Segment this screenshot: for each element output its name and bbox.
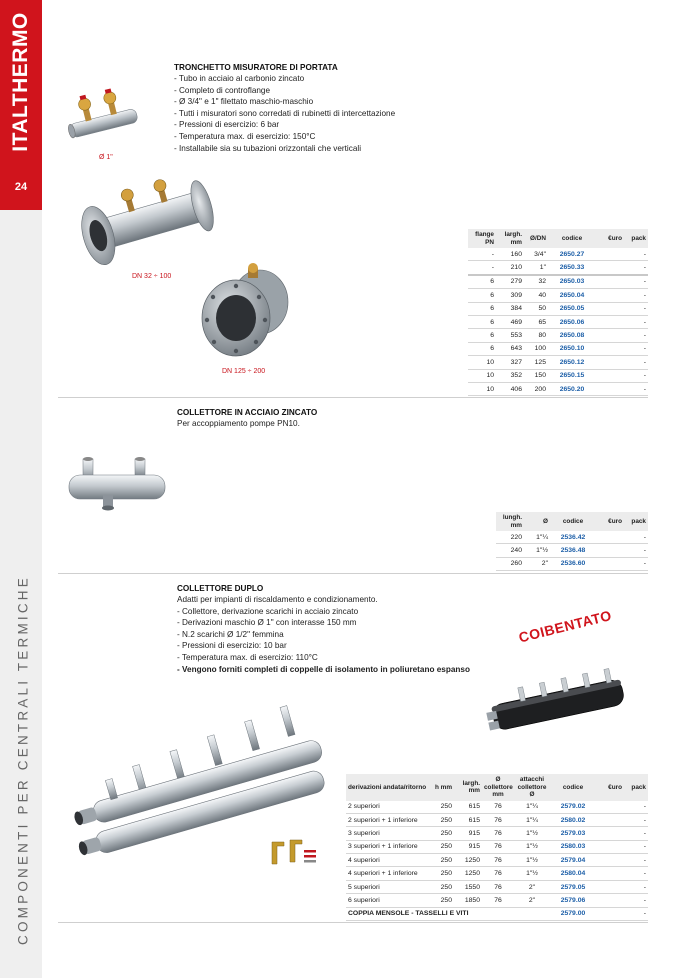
product-code: 2650.04 <box>548 289 596 302</box>
table-header: attacchi collettore Ø <box>514 774 550 801</box>
table-cell <box>596 382 624 395</box>
section-divider <box>58 922 648 923</box>
table-header: €uro <box>596 774 624 801</box>
table-cell: 240 <box>496 544 524 557</box>
table-cell: - <box>468 248 496 261</box>
table-cell: 250 <box>430 801 454 814</box>
table-cell: 3 superiori <box>346 827 430 840</box>
product-code: 2650.06 <box>548 315 596 328</box>
table-cell <box>596 329 624 342</box>
table-header: pack <box>624 774 648 801</box>
table-row <box>346 894 648 907</box>
table-row <box>346 840 648 853</box>
table-cell: - <box>624 315 648 328</box>
table-cell: 76 <box>482 880 514 893</box>
table-cell: 250 <box>430 880 454 893</box>
section3-line: - Derivazioni maschio Ø 1" con interasse 150 mm <box>177 618 357 628</box>
product-code: 2579.06 <box>550 894 596 907</box>
table-cell: - <box>624 854 648 867</box>
table-cell: - <box>624 840 648 853</box>
section3-line: - N.2 scarichi Ø 1/2" femmina <box>177 629 284 639</box>
table-cell: 553 <box>496 329 524 342</box>
table-cell: 32 <box>524 275 548 289</box>
section3-line: Adatti per impianti di riscaldamento e condizionamento. <box>177 595 378 604</box>
table-cell: 6 <box>468 275 496 289</box>
product-code: 2580.02 <box>550 813 596 826</box>
product-code: 2536.60 <box>550 557 596 570</box>
table-cell: 1"½ <box>524 544 550 557</box>
table-row <box>468 329 648 342</box>
product-code: 2650.33 <box>548 261 596 275</box>
table-cell: - <box>624 356 648 369</box>
insulated-badge: COIBENTATO <box>517 606 614 646</box>
table-cell <box>596 369 624 382</box>
table-cell: 10 <box>468 356 496 369</box>
table-row <box>346 880 648 893</box>
insulated-manifold-image <box>482 664 632 739</box>
table-cell: - <box>624 801 648 814</box>
product-code: 2579.05 <box>550 880 596 893</box>
table-cell: 76 <box>482 801 514 814</box>
table-header: largh. mm <box>454 774 482 801</box>
table-cell <box>596 880 624 893</box>
table-cell <box>596 342 624 355</box>
table-cell: 615 <box>454 801 482 814</box>
table-cell: 6 superiori <box>346 894 430 907</box>
side-section-title: COMPONENTI PER CENTRALI TERMICHE <box>15 575 31 945</box>
table-cell <box>596 867 624 880</box>
table-cell: 1250 <box>454 854 482 867</box>
table-row <box>496 531 648 544</box>
table-cell: - <box>624 248 648 261</box>
table-cell: 250 <box>430 854 454 867</box>
table-row <box>496 544 648 557</box>
table-row <box>468 275 648 289</box>
table-cell: - <box>624 880 648 893</box>
table-cell: 1"¼ <box>514 801 550 814</box>
product-code: 2650.27 <box>548 248 596 261</box>
table-row <box>346 801 648 814</box>
table-cell: - <box>624 369 648 382</box>
table-cell: 1"½ <box>514 827 550 840</box>
caption-large-meter: DN 125 ÷ 200 <box>222 368 266 375</box>
table-header: derivazioni andata/ritorno <box>346 774 430 801</box>
section1-line: - Completo di controflange <box>174 85 271 95</box>
table-cell: 1"½ <box>514 867 550 880</box>
table-row <box>346 854 648 867</box>
table-cell: 309 <box>496 289 524 302</box>
table-row <box>496 557 648 570</box>
table-header: €uro <box>596 512 624 531</box>
section1-line: - Tutti i misuratori sono corredati di rubinetti di intercettazione <box>174 108 396 118</box>
section3-line: - Pressioni di esercizio: 10 bar <box>177 641 287 651</box>
table-cell: 3 superiori + 1 inferiore <box>346 840 430 853</box>
table-cell <box>596 275 624 289</box>
table-cell: 65 <box>524 315 548 328</box>
table-row <box>468 289 648 302</box>
table-cell: - <box>624 813 648 826</box>
table-cell: 76 <box>482 894 514 907</box>
table-cell: 220 <box>496 531 524 544</box>
table-cell: 5 superiori <box>346 880 430 893</box>
table-cell: - <box>624 382 648 395</box>
section3-description <box>177 594 470 675</box>
table-cell: 2 superiori + 1 inferiore <box>346 813 430 826</box>
table-cell: 3/4" <box>524 248 548 261</box>
footer-label: COPPIA MENSOLE - TASSELLI E VITI <box>346 907 550 920</box>
table-cell: 76 <box>482 813 514 826</box>
table-cell <box>596 813 624 826</box>
product-code: 2650.12 <box>548 356 596 369</box>
section2-description <box>177 418 300 430</box>
table-cell: 6 <box>468 342 496 355</box>
table-cell: 2 superiori <box>346 801 430 814</box>
product-code: 2580.04 <box>550 867 596 880</box>
product-code: 2579.02 <box>550 801 596 814</box>
table-cell <box>596 827 624 840</box>
table-cell: 1"½ <box>514 854 550 867</box>
table-cell: 250 <box>430 813 454 826</box>
table-cell <box>596 531 624 544</box>
table-cell <box>596 557 624 570</box>
product-code: 2650.05 <box>548 302 596 315</box>
product-code: 2536.48 <box>550 544 596 557</box>
table-cell: - <box>624 544 648 557</box>
table-cell: 327 <box>496 356 524 369</box>
table-cell: 1"½ <box>514 840 550 853</box>
brand-box <box>0 0 42 210</box>
table-cell: 915 <box>454 840 482 853</box>
table-cell <box>596 801 624 814</box>
table-cell <box>596 894 624 907</box>
brackets-image <box>268 838 318 868</box>
table-cell: 10 <box>468 369 496 382</box>
table-cell: 210 <box>496 261 524 275</box>
table-cell: 50 <box>524 302 548 315</box>
table-cell <box>596 261 624 275</box>
table-cell: 1"¼ <box>514 813 550 826</box>
table-cell <box>596 854 624 867</box>
table-cell: 2" <box>514 880 550 893</box>
table-cell: 76 <box>482 840 514 853</box>
table-cell: 80 <box>524 329 548 342</box>
brand-logo: ITALTHERMO <box>9 12 32 152</box>
table-cell: 6 <box>468 329 496 342</box>
flow-meter-large-image <box>196 262 296 362</box>
table-cell <box>596 356 624 369</box>
table-cell: 469 <box>496 315 524 328</box>
section1-line: - Temperatura max. di esercizio: 150°C <box>174 131 316 141</box>
table-row <box>468 382 648 395</box>
table-cell: 160 <box>496 248 524 261</box>
table-row <box>468 315 648 328</box>
table-row <box>468 342 648 355</box>
table-cell: - <box>624 531 648 544</box>
section3-title: COLLETTORE DUPLO <box>177 584 264 593</box>
section2-table <box>496 512 648 571</box>
section2-title: COLLETTORE IN ACCIAIO ZINCATO <box>177 408 318 417</box>
table-cell: 100 <box>524 342 548 355</box>
table-row <box>346 867 648 880</box>
table-cell: 76 <box>482 827 514 840</box>
product-code: 2650.08 <box>548 329 596 342</box>
table-cell <box>596 289 624 302</box>
table-row <box>468 261 648 275</box>
section1-table <box>468 229 648 396</box>
caption-small-meter: Ø 1" <box>99 154 113 161</box>
table-cell: 6 <box>468 315 496 328</box>
table-header: codice <box>548 229 596 248</box>
table-header: lungh. mm <box>496 512 524 531</box>
table-cell: 615 <box>454 813 482 826</box>
table-row <box>468 356 648 369</box>
table-cell: 4 superiori + 1 inferiore <box>346 867 430 880</box>
table-cell: - <box>624 329 648 342</box>
table-cell: 250 <box>430 867 454 880</box>
footer-code: 2579.00 <box>550 907 596 920</box>
product-code: 2650.10 <box>548 342 596 355</box>
table-header: largh. mm <box>496 229 524 248</box>
product-code: 2536.42 <box>550 531 596 544</box>
table-cell: 250 <box>430 827 454 840</box>
product-code: 2650.15 <box>548 369 596 382</box>
table-header: flange PN <box>468 229 496 248</box>
table-cell: 76 <box>482 867 514 880</box>
table-header: Ø/DN <box>524 229 548 248</box>
table-cell: 6 <box>468 302 496 315</box>
table-cell: - <box>624 302 648 315</box>
section3-table <box>346 774 648 921</box>
table-cell: 406 <box>496 382 524 395</box>
table-header: pack <box>624 229 648 248</box>
footer-euro <box>596 907 624 920</box>
table-cell: 76 <box>482 854 514 867</box>
table-cell: 279 <box>496 275 524 289</box>
table-cell: - <box>624 261 648 275</box>
table-header: pack <box>624 512 648 531</box>
section1-line: - Tubo in acciaio al carbonio zincato <box>174 74 305 83</box>
table-cell: 10 <box>468 382 496 395</box>
table-cell <box>596 302 624 315</box>
table-cell <box>596 840 624 853</box>
table-header: Ø <box>524 512 550 531</box>
footer-pack: - <box>624 907 648 920</box>
table-cell: 40 <box>524 289 548 302</box>
table-row <box>346 813 648 826</box>
table-cell: - <box>624 827 648 840</box>
table-cell: - <box>624 557 648 570</box>
table-cell: 352 <box>496 369 524 382</box>
table-cell: 643 <box>496 342 524 355</box>
table-cell: 1550 <box>454 880 482 893</box>
table-cell: 384 <box>496 302 524 315</box>
table-header: €uro <box>596 229 624 248</box>
table-cell: 915 <box>454 827 482 840</box>
product-code: 2650.03 <box>548 275 596 289</box>
table-cell: - <box>624 342 648 355</box>
table-cell: - <box>468 261 496 275</box>
section2-line: Per accoppiamento pompe PN10. <box>177 419 300 428</box>
table-row <box>468 248 648 261</box>
table-cell: 1" <box>524 261 548 275</box>
table-cell: 200 <box>524 382 548 395</box>
table-cell: 2" <box>514 894 550 907</box>
table-cell: 250 <box>430 894 454 907</box>
table-cell <box>596 248 624 261</box>
table-cell: 125 <box>524 356 548 369</box>
section1-line: - Ø 3/4" e 1" filettato maschio-maschio <box>174 97 314 107</box>
section3-line: - Collettore, derivazione scarichi in acciaio zincato <box>177 606 359 616</box>
table-cell: - <box>624 289 648 302</box>
table-cell: 1250 <box>454 867 482 880</box>
section-divider <box>58 397 648 398</box>
zinc-manifold-image <box>65 455 170 515</box>
product-code: 2579.04 <box>550 854 596 867</box>
table-cell: 250 <box>430 840 454 853</box>
section1-line: - Pressioni di esercizio: 6 bar <box>174 120 280 130</box>
table-header: h mm <box>430 774 454 801</box>
caption-flanged-meter: DN 32 ÷ 100 <box>132 273 172 280</box>
flow-meter-small-image <box>64 80 144 150</box>
table-row <box>468 302 648 315</box>
section1-line: - Installabile sia su tubazioni orizzontali che verticali <box>174 143 362 153</box>
table-cell: 150 <box>524 369 548 382</box>
table-cell <box>596 544 624 557</box>
table-cell: - <box>624 894 648 907</box>
product-code: 2650.20 <box>548 382 596 395</box>
section1-title: TRONCHETTO MISURATORE DI PORTATA <box>174 63 338 72</box>
table-cell: 1"¼ <box>524 531 550 544</box>
table-cell <box>596 315 624 328</box>
table-cell: 260 <box>496 557 524 570</box>
flow-meter-flanged-image <box>74 170 224 265</box>
section1-description <box>174 73 395 154</box>
table-cell: 6 <box>468 289 496 302</box>
table-cell: 1850 <box>454 894 482 907</box>
product-code: 2580.03 <box>550 840 596 853</box>
table-cell: - <box>624 275 648 289</box>
table-cell: 4 superiori <box>346 854 430 867</box>
table-header: codice <box>550 774 596 801</box>
table-header: codice <box>550 512 596 531</box>
section3-line: - Temperatura max. di esercizio: 110°C <box>177 652 318 662</box>
table-header: Ø collettore mm <box>482 774 514 801</box>
page-number: 24 <box>14 181 28 193</box>
product-code: 2579.03 <box>550 827 596 840</box>
section-divider <box>58 573 648 574</box>
table-cell: 2" <box>524 557 550 570</box>
table-cell: - <box>624 867 648 880</box>
section3-line: - Vengono forniti completi di coppelle di isolamento in poliuretano espanso <box>177 664 470 674</box>
table-row <box>346 827 648 840</box>
table-row <box>468 369 648 382</box>
